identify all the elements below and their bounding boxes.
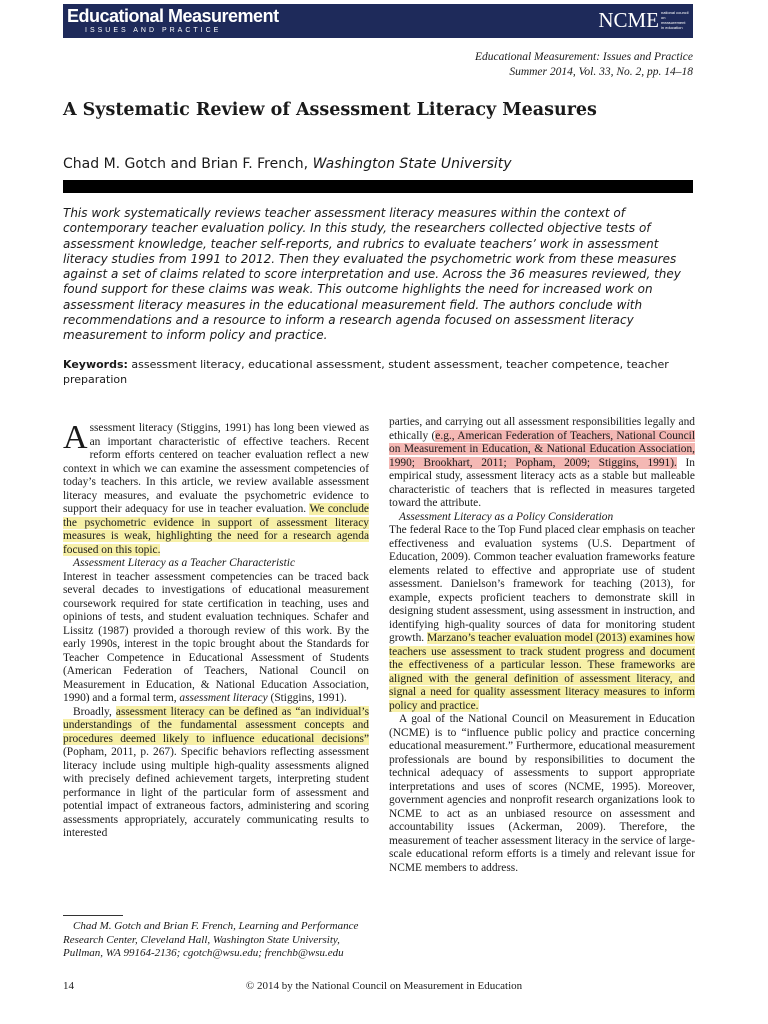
- title-rule: [63, 180, 693, 193]
- ncme-logo-tagline: national council on measurement in education: [661, 10, 689, 30]
- term-italic: assessment literacy: [179, 692, 268, 704]
- author-names: Chad M. Gotch and Brian F. French,: [63, 156, 313, 172]
- body-paragraph: [63, 571, 369, 706]
- copyright-notice: © 2014 by the National Council on Measurement in Education: [245, 980, 523, 992]
- intro-paragraph: [63, 419, 369, 557]
- body-text: Interest in teacher assessment competencies can be traced back several decades to investigations of educational measurement coursework required for state certification in teaching, uses and opinions of tests, and student evaluation techniques. Schafer and Lissitz (1987) provided a thorough review of this work. By the early 1990s, interest in the topic brought about the Standards for Teacher Competence in Educational Assessment of Students (American Federation of Teachers, National Council on Measurement in Education, & National Education Association, 1990) and a formal term,: [63, 570, 369, 704]
- body-paragraph: [389, 524, 695, 713]
- ncme-logo: NCME: [598, 8, 659, 32]
- highlight-yellow: Marzano’s teacher evaluation model (2013) examines how teachers use assessment to track student progress and document the effectiveness of a particular lesson. These frameworks are aligned with the general definition of assessment literacy, and signal a need for quality assessment literacy measures to inform policy and practice.: [389, 632, 695, 712]
- keywords: [63, 357, 693, 387]
- issue-volume: Summer 2014, Vol. 33, No. 2, pp. 14–18: [509, 66, 693, 78]
- right-column: [389, 416, 695, 875]
- article-title: A Systematic Review of Assessment Literacy Measures: [63, 100, 597, 120]
- highlight-yellow: assessment literacy can be defined as “an individual’s understandings of the fundamental assessment concepts and procedures deemed likely to influence educational decisions”: [63, 705, 370, 745]
- body-text: (Stiggins, 1991).: [267, 692, 347, 704]
- section-heading: Assessment Literacy as a Teacher Characteristic: [73, 557, 295, 569]
- page-number: 14: [63, 980, 74, 992]
- keywords-label: Keywords:: [63, 358, 128, 371]
- body-paragraph: A goal of the National Council on Measurement in Education (NCME) is to “influence public policy and practice concerning educational measurement.” Furthermore, educational measurement professionals are bound by responsibilities to document the technical adequacy of assessments to support appropriate interpretations and uses of scores (NCME, 1995). Moreover, government agencies and nonprofit research organizations look to NCME to act as an unbiased resource on assessment and accountability issues (Ackerman, 2009). Therefore, the measurement of teacher assessment literacy in the service of large-scale educational reform efforts is a timely and relevant issue for NCME members to address.: [389, 713, 695, 874]
- author-footnote: Chad M. Gotch and Brian F. French, Learning and Performance Research Center, Cleveland Hall, Washington State University, Pullman, WA 99164-2136; cgotch@wsu.edu; frenchb@wsu.edu: [63, 920, 359, 959]
- abstract: This work systematically reviews teacher assessment literacy measures within the context of contemporary teacher evaluation policy. In this study, the researchers collected objective tests of assessment knowledge, teacher self-reports, and rubrics to evaluate teachers’ work in assessment literacy studies from 1991 to 2012. Then they evaluated the psychometric work from these measures against a set of claims related to score interpretation and use. Across the 36 measures reviewed, they found support for these claims was weak. This outcome highlights the need for increased work on assessment literacy measures in the educational measurement field. The authors conclude with recommendations and a resource to inform a research agenda focused on assessment literacy measurement to inform policy and practice.: [63, 206, 681, 343]
- journal-banner: [63, 4, 693, 38]
- keywords-text: assessment literacy, educational assessment, student assessment, teacher competence, teacher preparation: [63, 358, 669, 386]
- issue-info: [475, 50, 693, 80]
- body-text: In empirical study, assessment literacy acts as a stable but malleable characteristic of teachers that is reflected in measures targeted toward the attribute.: [389, 456, 695, 509]
- body-text: Broadly,: [73, 705, 116, 718]
- journal-subtitle: ISSUES AND PRACTICE: [85, 27, 222, 34]
- body-paragraph: [389, 416, 695, 511]
- left-column: [63, 419, 370, 841]
- author-line: [63, 156, 512, 172]
- highlight-yellow: We conclude the psychometric evidence in support of assessment literacy measures is weak, highlighting the need for a research agenda focused on this topic.: [63, 503, 369, 556]
- author-affiliation: Washington State University: [312, 156, 512, 172]
- section-heading: Assessment Literacy as a Policy Consideration: [399, 510, 614, 523]
- intro-text: ssessment literacy (Stiggins, 1991) has long been viewed as an important characteristic of effective teachers. Recent reform efforts centered on teacher evaluation reflect a new context in which we can examine the assessment competencies of today’s teachers. In this article, we review available assessment literacy measures, and evaluate the psychometric evidence to support their adequacy for use in teacher evaluation.: [63, 422, 369, 515]
- drop-cap: A: [63, 419, 88, 456]
- highlight-red: e.g., American Federation of Teachers, National Council on Measurement in Education, & National Education Association, 1990; Brookhart, 2011; Popham, 2009; Stiggins, 1991).: [389, 429, 695, 469]
- journal-name: Educational Measurement: [67, 6, 279, 26]
- body-text: The federal Race to the Top Fund placed clear emphasis on teacher effectiveness and evaluation systems (U.S. Department of Education, 2009). Common teacher evaluation frameworks feature elements related to effective and appropriate use of student assessment. Danielson’s framework for teaching (2013), for example, expects proficient teachers to demonstrate skill in designing student assessment, using assessment in instruction, and identifying high-quality sources of data for monitoring student growth.: [389, 524, 695, 644]
- footnote-rule: [63, 915, 123, 916]
- body-paragraph: [63, 706, 369, 841]
- body-text: (Popham, 2011, p. 267). Specific behaviors reflecting assessment literacy include using multiple high-quality assessments aligned with precisely defined achievement targets, interpreting student performance in light of the particular form of assessment and potential impact of extraneous factors, administering and scoring assessments appropriately, accurately communicating results to interested: [63, 746, 369, 839]
- body-text: parties, and carrying out all assessment responsibilities legally and ethically (: [389, 416, 695, 442]
- issue-journal: Educational Measurement: Issues and Practice: [474, 51, 693, 63]
